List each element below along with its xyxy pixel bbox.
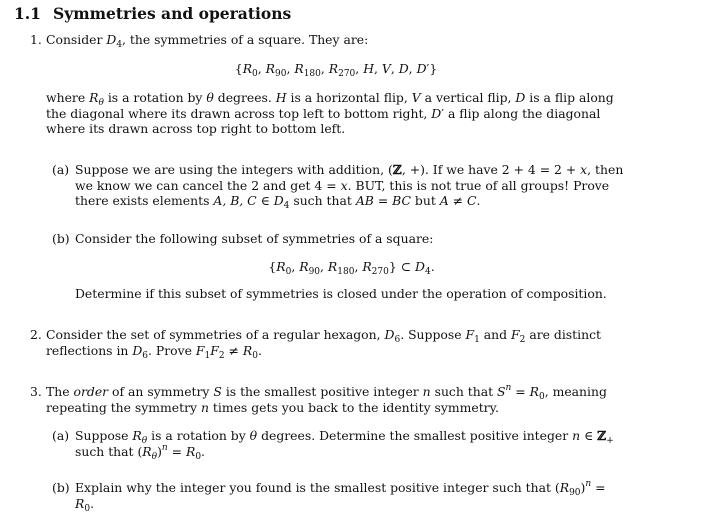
item-1b-intro: Consider the following subset of symmetries of a square: (75, 231, 434, 246)
item-1-number: 1. (30, 32, 42, 47)
item-1b-label: (b) (52, 231, 70, 246)
item-1b-text: Determine if this subset of symmetries is closed under the operation of composition. (75, 286, 607, 301)
section-number: 1.1 (14, 4, 41, 23)
item-1-explanation: where $R_\theta$ is a rotation by θ degrees. H is a horizontal flip, V a vertical flip, D is a flip along the diagonal where its drawn across top left to bottom right, D′ a flip along the diagonal where its drawn across top right to bottom left. (46, 90, 614, 137)
item-1b-display-math: {$R_0$, $R_{90}$, $R_{180}$, $R_{270}$} ⊂ $D_4$. (268, 259, 435, 277)
item-2-text: Consider the set of symmetries of a regular hexagon, $D_6$. Suppose $F_1$ and $F_2$ are distinct reflections in $D_6$. Prove $F_1F_2 \ne R_0$. (46, 327, 601, 361)
item-3a-text: Suppose $R_\theta$ is a rotation by θ degrees. Determine the smallest positive integer n ∈ ℤ$_+$ such that $(R_\theta)^n = R_0$. (75, 428, 614, 462)
item-1-display-math: {$R_0$, $R_{90}$, $R_{180}$, $R_{270}$, H, V, D, D′} (234, 61, 438, 79)
item-1-intro (46, 32, 646, 48)
item-2-number: 2. (30, 327, 42, 342)
item-1-intro-rich: Consider $D_4$, the symmetries of a square. They are: (46, 32, 369, 50)
item-3-text: The order of an symmetry S is the smallest positive integer n such that $S^n = R_0$, meaning repeating the symmetry n times gets you back to the identity symmetry. (46, 383, 607, 415)
section-title: Symmetries and operations (53, 4, 292, 23)
item-3b-text: Explain why the integer you found is the smallest positive integer such that $(R_{90})^n = R_0$. (75, 479, 606, 514)
item-3-number: 3. (30, 384, 42, 399)
item-1a-label: (a) (52, 162, 70, 177)
item-3b-label: (b) (52, 480, 70, 495)
item-1a-text: Suppose we are using the integers with addition, (ℤ, +). If we have 2 + 4 = 2 + x, then we know we can cancel the 2 and get 4 = x. BUT, this is not true of all groups! Prove there exists elements A, B, C ∈ $D_4$ such that AB = BC but A ≠ C. (75, 162, 624, 212)
item-3a-label: (a) (52, 428, 70, 443)
